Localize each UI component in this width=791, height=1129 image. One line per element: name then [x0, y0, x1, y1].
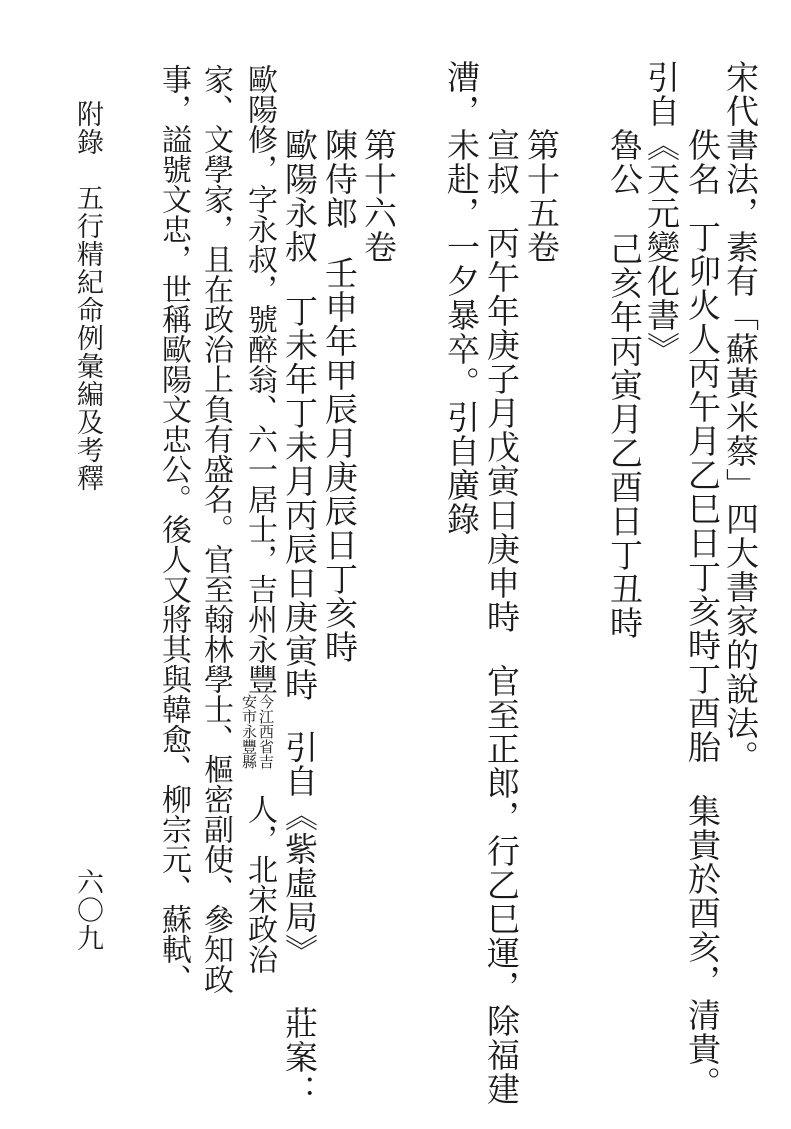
note-line: 安市永豐縣	[240, 694, 258, 769]
birth-chart: 壬申年甲辰月庚辰日丁亥時	[320, 256, 359, 664]
text-column-2	[683, 128, 722, 1100]
intro-sentence: 宋代書法，素有「蘇黃米蔡」四大書家的說法。	[721, 60, 760, 774]
text-column-7	[442, 60, 481, 536]
volume-heading-text: 第十六卷	[359, 128, 398, 264]
biography-text: 歐陽修，字永叔，號醉翁、六一居士，吉州永豐	[242, 64, 277, 694]
text-column-11	[240, 64, 277, 974]
birth-chart: 丁未年丁未月丙辰日庚寅時	[280, 294, 319, 702]
text-column-4	[605, 128, 644, 640]
person-name-lugong: 魯公	[605, 128, 644, 196]
note-line: 今江西省吉	[257, 694, 275, 769]
text-column-10	[280, 128, 319, 1108]
birth-chart: 丁卯火人丙午月乙巳日丁亥時丁酉胎	[683, 220, 722, 764]
biography-text: 事，謚號文忠，世稱歐陽文忠公。後人又將其與韓愈、柳宗元、蘇軾、	[156, 64, 191, 994]
person-name-xuanshu: 宣叔	[482, 128, 521, 196]
text-column-12	[198, 64, 233, 994]
source-citation: 引自《天元變化書》	[642, 60, 681, 366]
text-column-13	[156, 64, 191, 994]
commentary-label: 莊案：	[280, 1006, 319, 1108]
volume-heading-16	[359, 128, 398, 264]
page-number	[74, 868, 101, 952]
running-title-text: 附錄 五行精紀命例彙編及考釋	[72, 100, 103, 492]
volume-heading-text: 第十五卷	[522, 128, 561, 264]
birth-chart: 己亥年丙寅月乙酉日丁丑時	[605, 232, 644, 640]
text-column-3	[642, 60, 681, 366]
career-note: 官至正郎，行乙巳運，除福建	[482, 664, 521, 1106]
text-column-9	[320, 128, 359, 664]
biography-text: 家、文學家，且在政治上負有盛名。官至翰林學士、樞密副使、參知政	[198, 64, 233, 994]
birth-chart: 丙午年庚子月戊寅日庚申時	[482, 226, 521, 634]
page-number-text: 六〇九	[72, 868, 103, 952]
source-citation: 引自《紫虛局》	[280, 730, 319, 968]
chart-comment: 集貴於酉亥，清貴。	[683, 794, 722, 1100]
running-title	[74, 100, 101, 492]
text-column-6	[482, 128, 521, 1106]
career-note-continued: 漕，未赴，一夕暴卒。引自廣錄	[442, 60, 481, 536]
person-name-ouyang: 歐陽永叔	[280, 128, 319, 264]
volume-heading-15	[522, 128, 561, 264]
interlinear-note	[240, 694, 274, 794]
person-name-anonymous: 佚名	[683, 128, 722, 196]
biography-text-tail: 人，北宋政治	[242, 794, 277, 974]
person-name-chen: 陳侍郎	[320, 128, 359, 230]
text-column-1	[721, 60, 760, 774]
